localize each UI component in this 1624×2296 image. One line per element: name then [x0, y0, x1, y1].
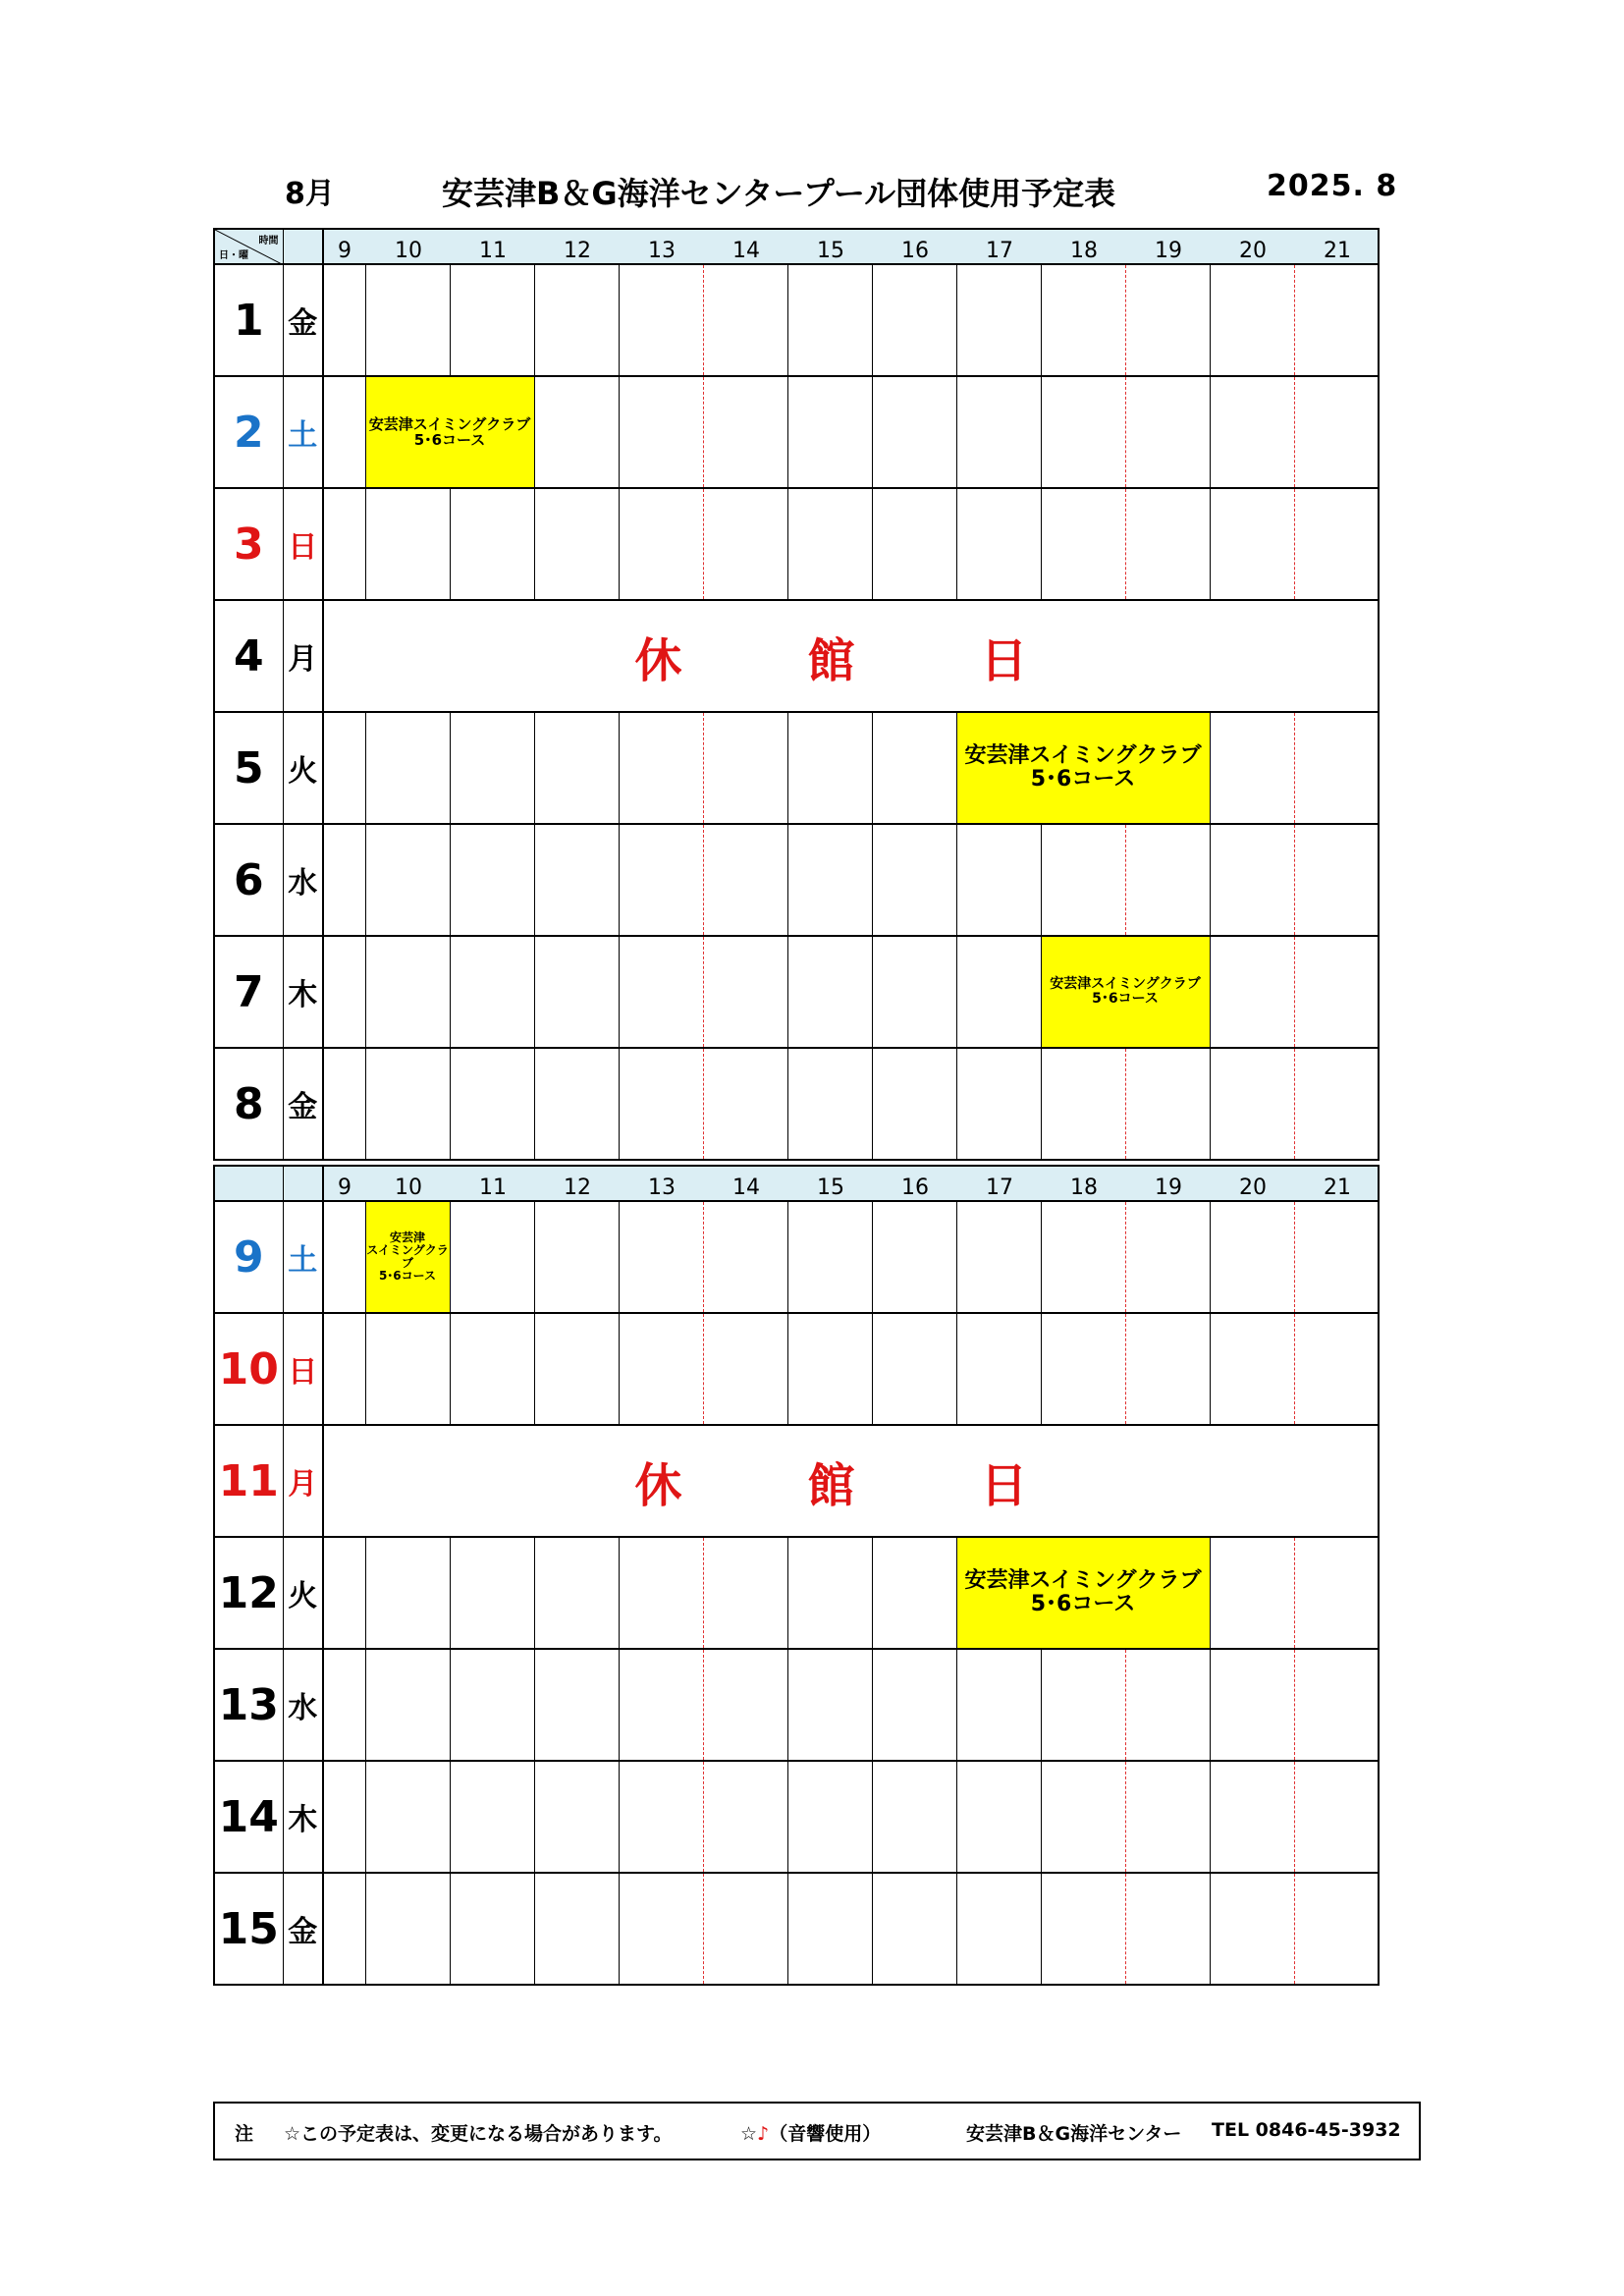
day-row [214, 600, 1379, 712]
day-number: 3 [214, 488, 283, 600]
day-row [214, 488, 1379, 600]
day-number: 12 [214, 1537, 283, 1649]
hour-label: 18 [1070, 1175, 1098, 1200]
hour-label: 9 [338, 239, 352, 263]
hour-label: 19 [1155, 239, 1182, 263]
hour-label: 20 [1239, 1175, 1267, 1200]
title-row [211, 169, 1419, 218]
day-label: 日・曜 [219, 250, 248, 261]
footer-note [213, 2102, 1421, 2160]
music-note-icon: ♪ [757, 2123, 770, 2145]
event-name: 安芸津スイミングクラブ [964, 742, 1202, 768]
day-row [214, 1873, 1379, 1985]
weekday: 木 [283, 936, 323, 1048]
phone-number: TEL 0846-45-3932 [1212, 2119, 1401, 2141]
event-course: 5･6コース [1030, 1592, 1136, 1616]
closed-day-label: 休 館 日 [323, 600, 1379, 712]
schedule-table-week1 [213, 228, 1380, 1161]
day-number: 14 [214, 1761, 283, 1873]
hour-label: 16 [901, 1175, 929, 1200]
day-row [214, 1201, 1379, 1313]
hour-label: 15 [817, 1175, 844, 1200]
hour-label: 10 [395, 1175, 422, 1200]
day-row [214, 1537, 1379, 1649]
hour-label: 15 [817, 239, 844, 263]
weekday: 水 [283, 1649, 323, 1761]
day-number: 1 [214, 264, 283, 376]
day-row [214, 824, 1379, 936]
day-number: 11 [214, 1425, 283, 1537]
month-label: 8月 [285, 177, 335, 211]
music-legend [740, 2119, 881, 2146]
day-number: 15 [214, 1873, 283, 1985]
note-label: 注 [235, 2123, 254, 2145]
hour-label: 13 [648, 239, 676, 263]
time-label: 時間 [258, 236, 279, 246]
weekday: 土 [283, 376, 323, 488]
weekday: 月 [283, 1425, 323, 1537]
event-course: 5･6コース [1030, 767, 1136, 792]
event-line: ブ [401, 1256, 413, 1270]
music-legend-text: （音響使用） [769, 2123, 882, 2145]
hour-label: 17 [986, 1175, 1013, 1200]
hour-label: 16 [901, 239, 929, 263]
day-row [214, 712, 1379, 824]
hour-label: 21 [1324, 239, 1351, 263]
header-corner [214, 229, 283, 264]
day-row [214, 264, 1379, 376]
day-row [214, 1649, 1379, 1761]
note-text: ☆この予定表は、変更になる場合があります。 [284, 2123, 673, 2145]
day-number: 8 [214, 1048, 283, 1160]
day-row [214, 1425, 1379, 1537]
hour-label: 11 [479, 1175, 507, 1200]
weekday: 土 [283, 1201, 323, 1313]
day-number: 13 [214, 1649, 283, 1761]
weekday: 日 [283, 488, 323, 600]
star-icon: ☆ [740, 2123, 758, 2145]
weekday: 日 [283, 1313, 323, 1425]
hour-label: 9 [338, 1175, 352, 1200]
weekday: 月 [283, 600, 323, 712]
hour-label: 14 [732, 1175, 760, 1200]
hour-label: 12 [564, 1175, 591, 1200]
hour-label: 21 [1324, 1175, 1351, 1200]
weekday: 金 [283, 1873, 323, 1985]
hour-label: 20 [1239, 239, 1267, 263]
event-line: スイミングクラ [366, 1242, 449, 1257]
hour-label: 17 [986, 239, 1013, 263]
event-block [365, 376, 534, 488]
day-number: 4 [214, 600, 283, 712]
hour-header-row [214, 229, 1379, 264]
event-course: 5･6コース [413, 431, 486, 449]
weekday: 金 [283, 264, 323, 376]
event-block [365, 1201, 450, 1313]
event-line: 5･6コース [378, 1269, 437, 1284]
event-block [956, 712, 1210, 824]
day-row [214, 936, 1379, 1048]
schedule-table-week2 [213, 1165, 1380, 1986]
closed-day-label: 休 館 日 [323, 1425, 1379, 1537]
event-name: 安芸津スイミングクラブ [964, 1567, 1202, 1593]
day-row [214, 376, 1379, 488]
weekday: 火 [283, 712, 323, 824]
event-name: 安芸津スイミングクラブ [368, 414, 531, 433]
hour-label: 14 [732, 239, 760, 263]
weekday: 金 [283, 1048, 323, 1160]
day-row [214, 1761, 1379, 1873]
event-block [956, 1537, 1210, 1649]
hour-label: 12 [564, 239, 591, 263]
hour-header-row [214, 1166, 1379, 1201]
weekday: 水 [283, 824, 323, 936]
day-number: 6 [214, 824, 283, 936]
event-name: 安芸津スイミングクラブ [1050, 975, 1201, 992]
day-row [214, 1313, 1379, 1425]
day-row [214, 1048, 1379, 1160]
day-number: 2 [214, 376, 283, 488]
hour-label: 13 [648, 1175, 676, 1200]
day-number: 10 [214, 1313, 283, 1425]
hour-label: 18 [1070, 239, 1098, 263]
date-label: 2025. 8 [1267, 169, 1398, 203]
event-block [1041, 936, 1210, 1048]
center-name: 安芸津B＆G海洋センター [966, 2123, 1182, 2145]
weekday: 火 [283, 1537, 323, 1649]
weekday: 木 [283, 1761, 323, 1873]
event-course: 5･6コース [1092, 991, 1159, 1007]
day-number: 9 [214, 1201, 283, 1313]
page-title: 安芸津B＆G海洋センタープール団体使用予定表 [442, 175, 1116, 212]
day-number: 7 [214, 936, 283, 1048]
hour-label: 19 [1155, 1175, 1182, 1200]
day-number: 5 [214, 712, 283, 824]
hour-label: 11 [479, 239, 507, 263]
event-line: 安芸津 [389, 1230, 425, 1244]
hour-label: 10 [395, 239, 422, 263]
